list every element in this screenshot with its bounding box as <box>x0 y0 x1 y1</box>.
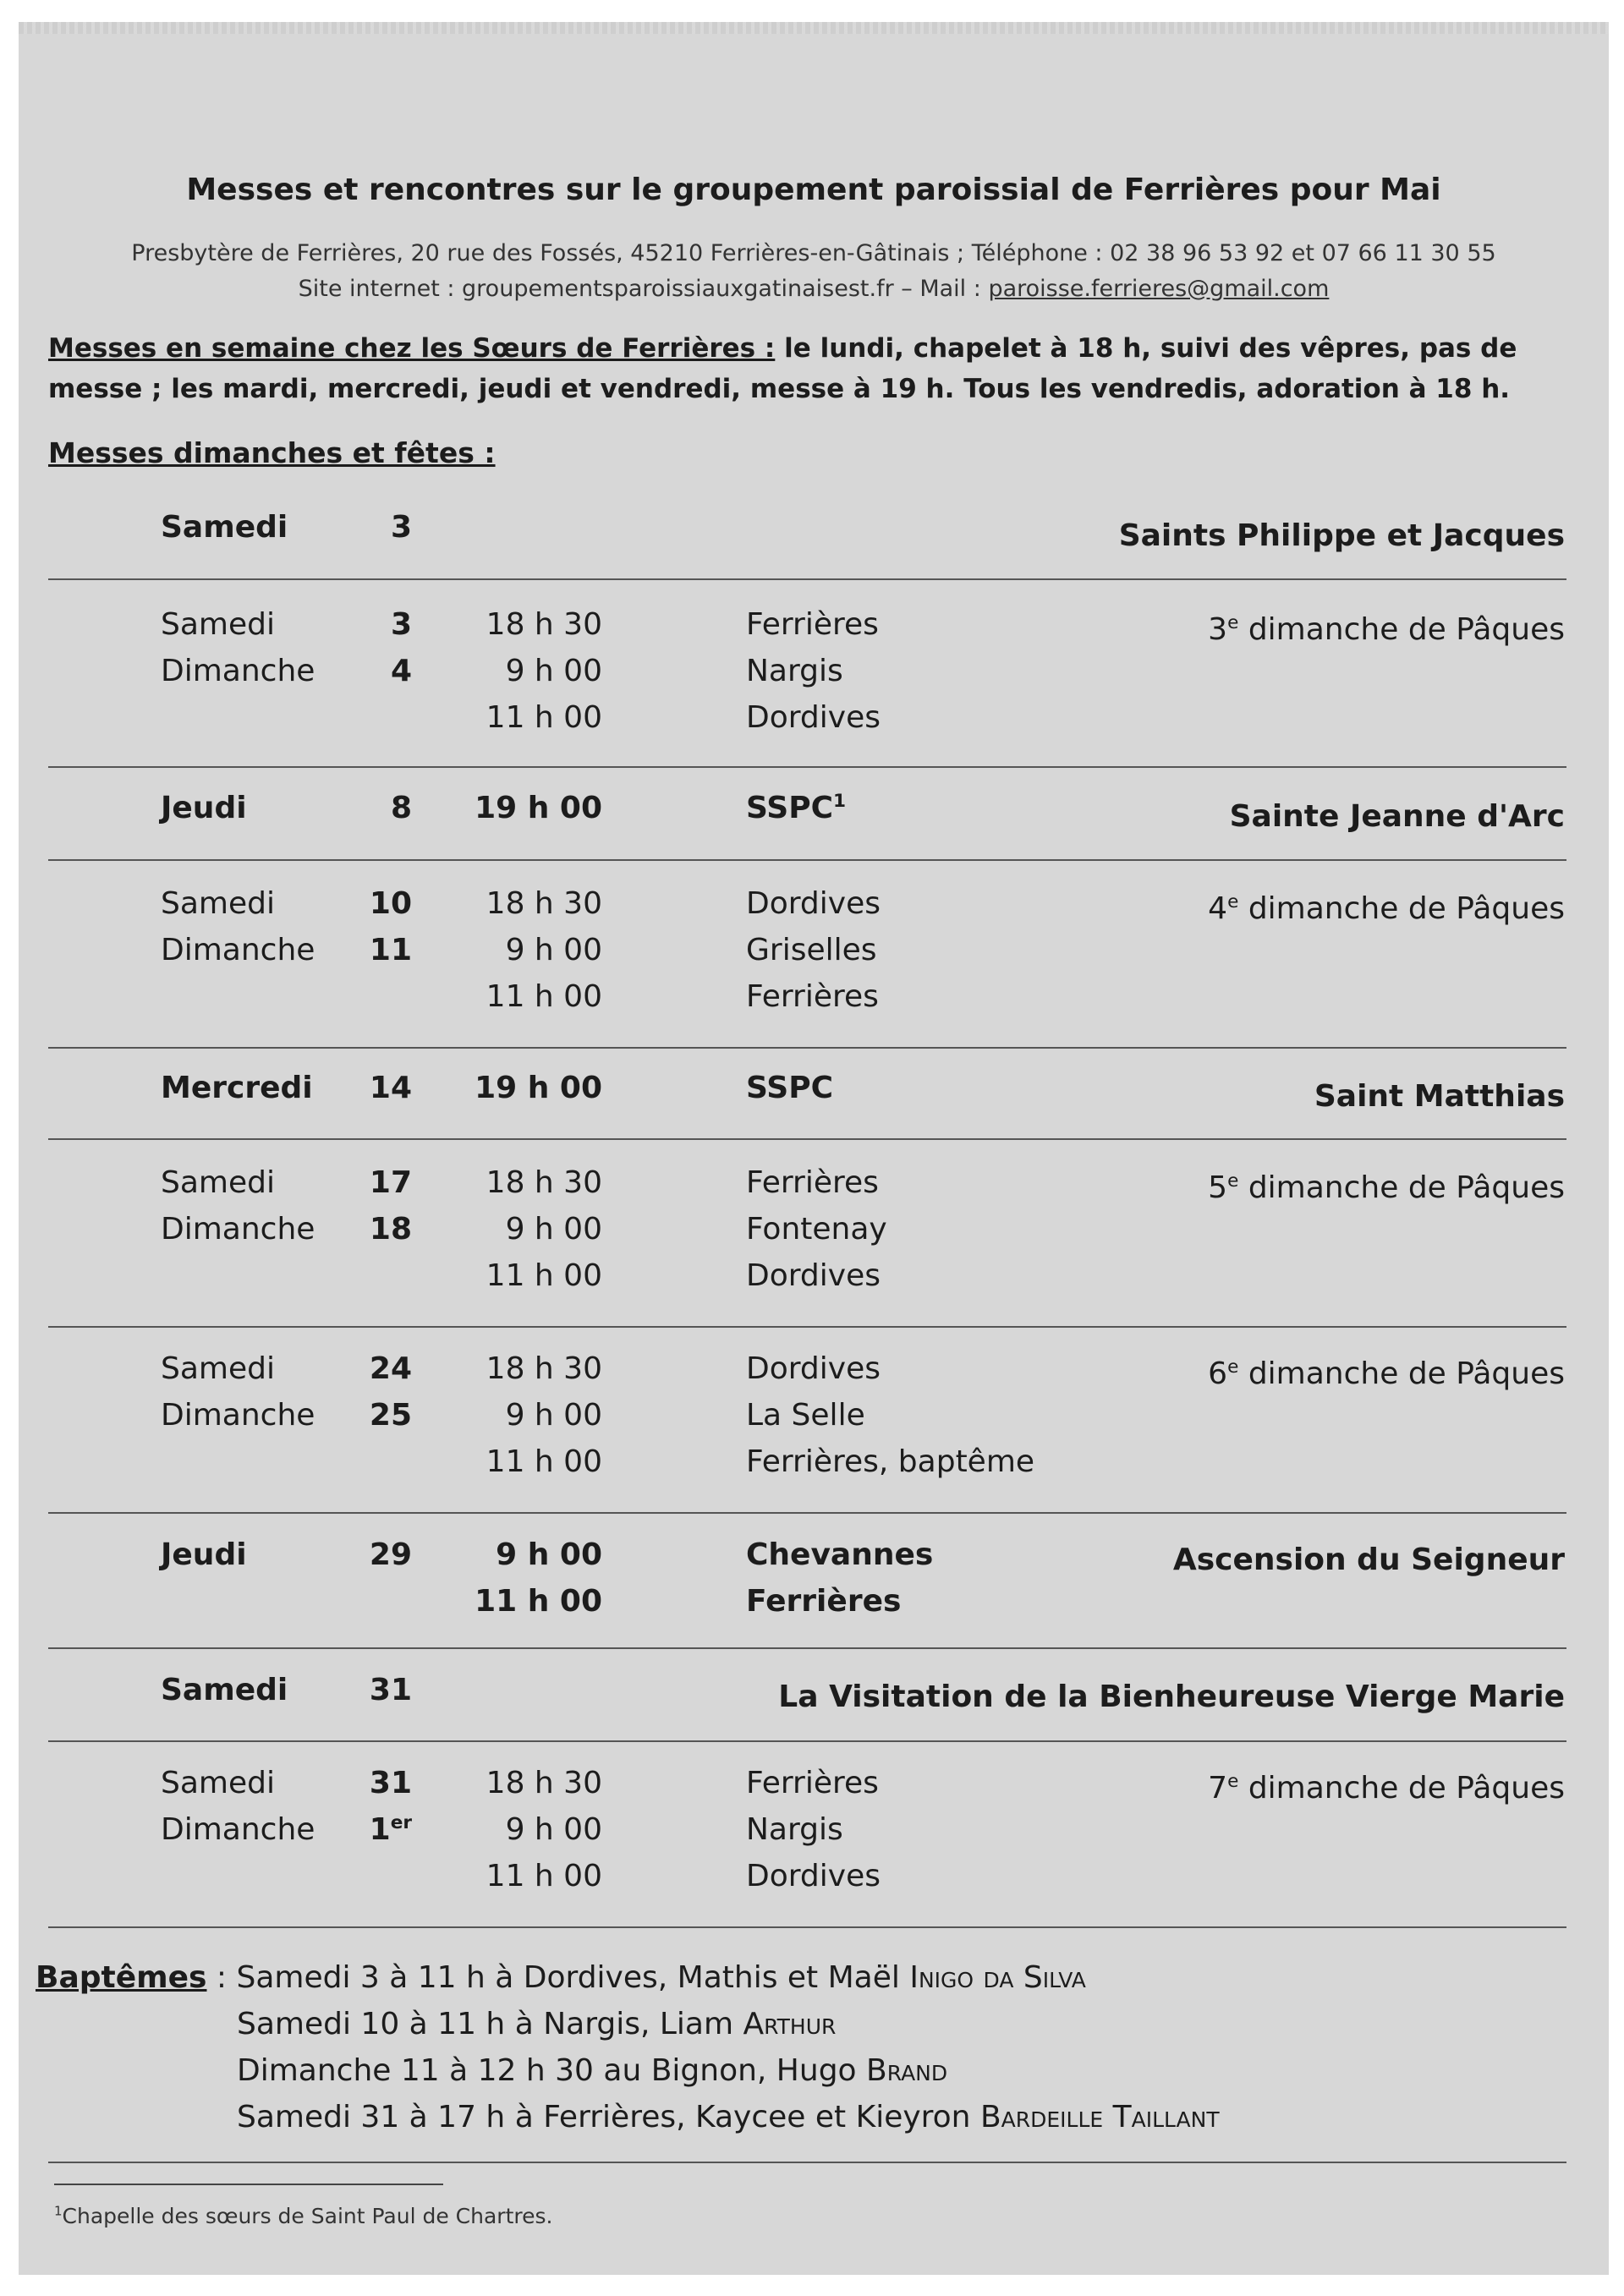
baptism-line <box>237 2047 947 2094</box>
weekday-masses-paragraph <box>48 328 1562 409</box>
contact-web-mail <box>19 276 1609 302</box>
mass-time: 11 h 00 <box>486 1444 602 1479</box>
mass-time: 18 h 30 <box>486 1351 602 1386</box>
feast-label: 5e dimanche de Pâques <box>1208 1170 1565 1205</box>
mass-place: Ferrières <box>746 1165 879 1200</box>
divider <box>48 1138 1566 1140</box>
day-number: 25 <box>369 1398 412 1433</box>
divider <box>48 1740 1566 1742</box>
mass-place: Ferrières, baptême <box>746 1444 1035 1479</box>
day-number: 31 <box>369 1766 412 1800</box>
divider <box>48 1047 1566 1049</box>
mass-time: 9 h 00 <box>505 654 602 688</box>
mass-time: 11 h 00 <box>486 979 602 1014</box>
mass-time: 18 h 30 <box>486 886 602 921</box>
day-label: Dimanche <box>161 1212 315 1247</box>
day-label: Samedi <box>161 1351 275 1386</box>
day-number: 17 <box>369 1165 412 1200</box>
baptism-line <box>237 2001 836 2047</box>
mass-place: Chevannes <box>746 1537 934 1572</box>
feast-label: La Visitation de la Bienheureuse Vierge Marie <box>778 1680 1565 1714</box>
feast-label: 3e dimanche de Pâques <box>1208 612 1565 647</box>
mass-time: 19 h 00 <box>475 791 602 825</box>
mass-place: SSPC <box>746 1071 834 1105</box>
baptism-names: Brand <box>866 2053 948 2088</box>
divider <box>48 1512 1566 1514</box>
day-number: 18 <box>369 1212 412 1247</box>
website-text: Site internet : groupementsparoissiauxgatinaisest.fr – Mail : <box>298 276 989 302</box>
day-label: Jeudi <box>161 1537 247 1572</box>
contact-address: Presbytère de Ferrières, 20 rue des Fossés, 45210 Ferrières-en-Gâtinais ; Téléphone : 02 38 96 53 92 et 07 66 11 30 55 <box>131 240 1496 266</box>
page-title: Messes et rencontres sur le groupement paroissial de Ferrières pour Mai <box>186 173 1441 207</box>
footnote: $^1$Chapelle des sœurs de Saint Paul de Chartres. <box>54 2203 553 2228</box>
day-number: 11 <box>369 933 412 967</box>
day-label: Mercredi <box>161 1071 313 1105</box>
document-page <box>19 22 1609 2275</box>
mass-time: 18 h 30 <box>486 607 602 642</box>
day-number: 3 <box>390 607 412 642</box>
feast-label: 4e dimanche de Pâques <box>1208 891 1565 926</box>
mass-place: Ferrières <box>746 979 879 1014</box>
day-number: 14 <box>369 1071 412 1105</box>
mass-place: Ferrières <box>746 607 879 642</box>
day-number: 31 <box>369 1673 412 1707</box>
mass-time: 11 h 00 <box>475 1584 602 1619</box>
feast-label: Saints Philippe et Jacques <box>1118 518 1565 553</box>
weekday-masses-label: Messes en semaine chez les Sœurs de Ferrières : <box>48 333 776 364</box>
baptism-entry: Samedi 3 à 11 h à Dordives, Mathis et Maël <box>236 1960 910 1995</box>
mass-time: 11 h 00 <box>486 1859 602 1893</box>
mass-place: SSPC$^1$ <box>746 791 847 825</box>
divider <box>48 1926 1566 1928</box>
section-heading: Messes dimanches et fêtes : <box>48 436 496 469</box>
mass-time: 9 h 00 <box>496 1537 602 1572</box>
divider <box>48 1647 1566 1649</box>
divider <box>48 578 1566 580</box>
mass-place: Fontenay <box>746 1212 887 1247</box>
baptisms-line-1: Baptêmes : Samedi 3 à 11 h à Dordives, Mathis et Maël Inigo da Silva <box>36 1960 1086 1995</box>
mass-place: Dordives <box>746 886 881 921</box>
day-number: 4 <box>390 654 412 688</box>
mass-time: 11 h 00 <box>486 700 602 735</box>
day-number: 1er <box>369 1812 412 1847</box>
day-number: 8 <box>390 791 412 825</box>
baptism-entry: Dimanche 11 à 12 h 30 au Bignon, Hugo <box>237 2053 867 2088</box>
mass-place: Nargis <box>746 654 843 688</box>
day-label: Samedi <box>161 1766 275 1800</box>
baptism-names: Inigo da Silva <box>909 1960 1086 1995</box>
mass-time: 9 h 00 <box>505 933 602 967</box>
mass-time: 9 h 00 <box>505 1398 602 1433</box>
mass-time: 9 h 00 <box>505 1812 602 1847</box>
divider <box>48 2162 1566 2163</box>
mass-place: Nargis <box>746 1812 843 1847</box>
day-label: Dimanche <box>161 654 315 688</box>
mass-time: 18 h 30 <box>486 1766 602 1800</box>
baptisms-label: Baptêmes <box>36 1960 207 1995</box>
mass-time: 18 h 30 <box>486 1165 602 1200</box>
mass-place: Dordives <box>746 1351 881 1386</box>
baptism-names: Arthur <box>743 2007 837 2041</box>
baptism-line <box>237 2094 1220 2140</box>
day-number: 10 <box>369 886 412 921</box>
mass-place: Dordives <box>746 700 881 735</box>
divider <box>48 1326 1566 1328</box>
baptism-names: Bardeille Taillant <box>979 2100 1220 2134</box>
mass-place: Ferrières <box>746 1584 902 1619</box>
mass-place: Ferrières <box>746 1766 879 1800</box>
email-link[interactable]: paroisse.ferrieres@gmail.com <box>988 276 1330 302</box>
day-number: 3 <box>390 510 412 545</box>
divider <box>48 859 1566 861</box>
mass-place: Griselles <box>746 933 877 967</box>
mass-time: 11 h 00 <box>486 1258 602 1293</box>
day-number: 24 <box>369 1351 412 1386</box>
baptism-entry: Samedi 10 à 11 h à Nargis, Liam <box>237 2007 743 2041</box>
mass-place: Dordives <box>746 1258 881 1293</box>
feast-label: Saint Matthias <box>1314 1079 1565 1114</box>
day-number: 29 <box>369 1537 412 1572</box>
feast-label: Sainte Jeanne d'Arc <box>1229 799 1565 834</box>
day-label: Samedi <box>161 510 288 545</box>
day-label: Jeudi <box>161 791 247 825</box>
day-label: Samedi <box>161 1673 288 1707</box>
weekday-masses-text: le lundi, chapelet à 18 h, suivi des vêpres, pas de messe ; les mardi, mercredi, jeudi et vendredi, messe à 19 h. Tous les vendredis, adoration à 18 h. <box>48 333 1517 404</box>
day-label: Dimanche <box>161 933 315 967</box>
day-label: Dimanche <box>161 1812 315 1847</box>
feast-label: 7e dimanche de Pâques <box>1208 1771 1565 1806</box>
feast-label: 6e dimanche de Pâques <box>1208 1356 1565 1391</box>
day-label: Samedi <box>161 607 275 642</box>
mass-time: 9 h 00 <box>505 1212 602 1247</box>
footnote-divider <box>54 2184 443 2185</box>
feast-label: Ascension du Seigneur <box>1172 1543 1565 1577</box>
baptism-entry: Samedi 31 à 17 h à Ferrières, Kaycee et Kieyron <box>237 2100 980 2134</box>
divider <box>48 766 1566 768</box>
day-label: Samedi <box>161 1165 275 1200</box>
day-label: Dimanche <box>161 1398 315 1433</box>
mass-place: Dordives <box>746 1859 881 1893</box>
day-label: Samedi <box>161 886 275 921</box>
mass-time: 19 h 00 <box>475 1071 602 1105</box>
mass-place: La Selle <box>746 1398 865 1433</box>
